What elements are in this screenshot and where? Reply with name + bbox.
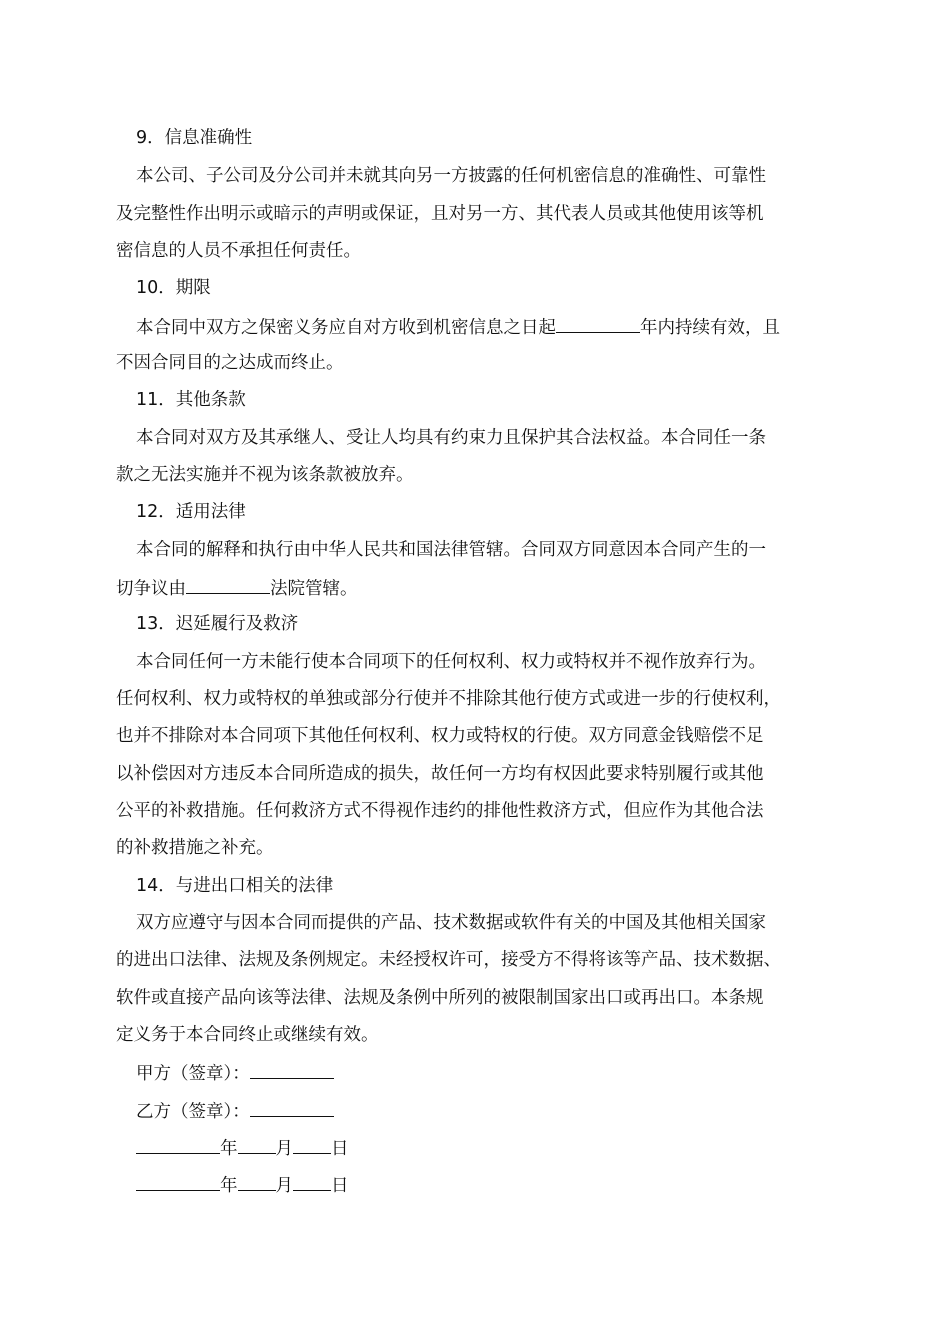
section-14-paragraph-line: 软件或直接产品向该等法律、法规及条例中所列的被限制国家出口或再出口。本条规 <box>116 988 764 1008</box>
term-text-after: 年内持续有效，且 <box>640 318 780 338</box>
day-blank <box>293 1135 331 1154</box>
party-a-signature-line <box>136 1060 334 1084</box>
section-10-paragraph-line <box>136 314 780 338</box>
section-14-paragraph-line: 定义务于本合同终止或继续有效。 <box>116 1025 379 1045</box>
term-years-blank <box>556 314 640 333</box>
party-b-signature-blank <box>250 1098 334 1117</box>
date-line <box>136 1172 349 1196</box>
date-line <box>136 1135 349 1159</box>
day-label: 日 <box>331 1139 349 1159</box>
section-14-heading: 14．与进出口相关的法律 <box>136 876 334 896</box>
year-blank <box>136 1172 220 1191</box>
section-11-paragraph-line: 款之无法实施并不视为该条款被放弃。 <box>116 465 414 485</box>
section-13-paragraph-line: 以补偿因对方违反本合同所造成的损失，故任何一方均有权因此要求特别履行或其他 <box>116 764 764 784</box>
section-10-heading: 10．期限 <box>136 278 211 298</box>
section-12-paragraph-line: 本合同的解释和执行由中华人民共和国法律管辖。合同双方同意因本合同产生的一 <box>136 540 766 560</box>
party-a-label: 甲方（签章）： <box>136 1064 250 1084</box>
court-text-after: 法院管辖。 <box>270 579 358 599</box>
section-11-heading: 11．其他条款 <box>136 390 246 410</box>
section-9-paragraph-line: 本公司、子公司及分公司并未就其向另一方披露的任何机密信息的准确性、可靠性 <box>136 166 766 186</box>
court-blank <box>186 575 270 594</box>
month-label: 月 <box>275 1176 293 1196</box>
year-label: 年 <box>220 1139 238 1159</box>
day-label: 日 <box>331 1176 349 1196</box>
section-12-paragraph-line <box>116 575 358 599</box>
section-13-paragraph-line: 的补救措施之补充。 <box>116 838 274 858</box>
year-blank <box>136 1135 220 1154</box>
court-text-before: 切争议由 <box>116 579 186 599</box>
term-text-before: 本合同中双方之保密义务应自对方收到机密信息之日起 <box>136 318 556 338</box>
party-b-signature-line <box>136 1098 334 1122</box>
day-blank <box>293 1172 331 1191</box>
section-13-paragraph-line: 任何权利、权力或特权的单独或部分行使并不排除其他行使方式或进一步的行使权利， <box>116 689 781 709</box>
section-10-paragraph-line: 不因合同目的之达成而终止。 <box>116 353 344 373</box>
section-14-paragraph-line: 双方应遵守与因本合同而提供的产品、技术数据或软件有关的中国及其他相关国家 <box>136 913 766 933</box>
month-label: 月 <box>275 1139 293 1159</box>
year-label: 年 <box>220 1176 238 1196</box>
section-12-heading: 12．适用法律 <box>136 502 246 522</box>
section-11-paragraph-line: 本合同对双方及其承继人、受让人均具有约束力且保护其合法权益。本合同任一条 <box>136 428 766 448</box>
section-9-heading: 9．信息准确性 <box>136 128 253 148</box>
month-blank <box>238 1172 276 1191</box>
section-13-paragraph-line: 本合同任何一方未能行使本合同项下的任何权利、权力或特权并不视作放弃行为。 <box>136 652 766 672</box>
section-13-paragraph-line: 也并不排除对本合同项下其他任何权利、权力或特权的行使。双方同意金钱赔偿不足 <box>116 726 764 746</box>
section-14-paragraph-line: 的进出口法律、法规及条例规定。未经授权许可，接受方不得将该等产品、技术数据、 <box>116 950 781 970</box>
section-9-paragraph-line: 及完整性作出明示或暗示的声明或保证，且对另一方、其代表人员或其他使用该等机 <box>116 204 764 224</box>
party-a-signature-blank <box>250 1060 334 1079</box>
section-13-heading: 13．迟延履行及救济 <box>136 614 299 634</box>
section-13-paragraph-line: 公平的补救措施。任何救济方式不得视作违约的排他性救济方式，但应作为其他合法 <box>116 801 764 821</box>
section-9-paragraph-line: 密信息的人员不承担任何责任。 <box>116 241 361 261</box>
party-b-label: 乙方（签章）： <box>136 1102 250 1122</box>
month-blank <box>238 1135 276 1154</box>
